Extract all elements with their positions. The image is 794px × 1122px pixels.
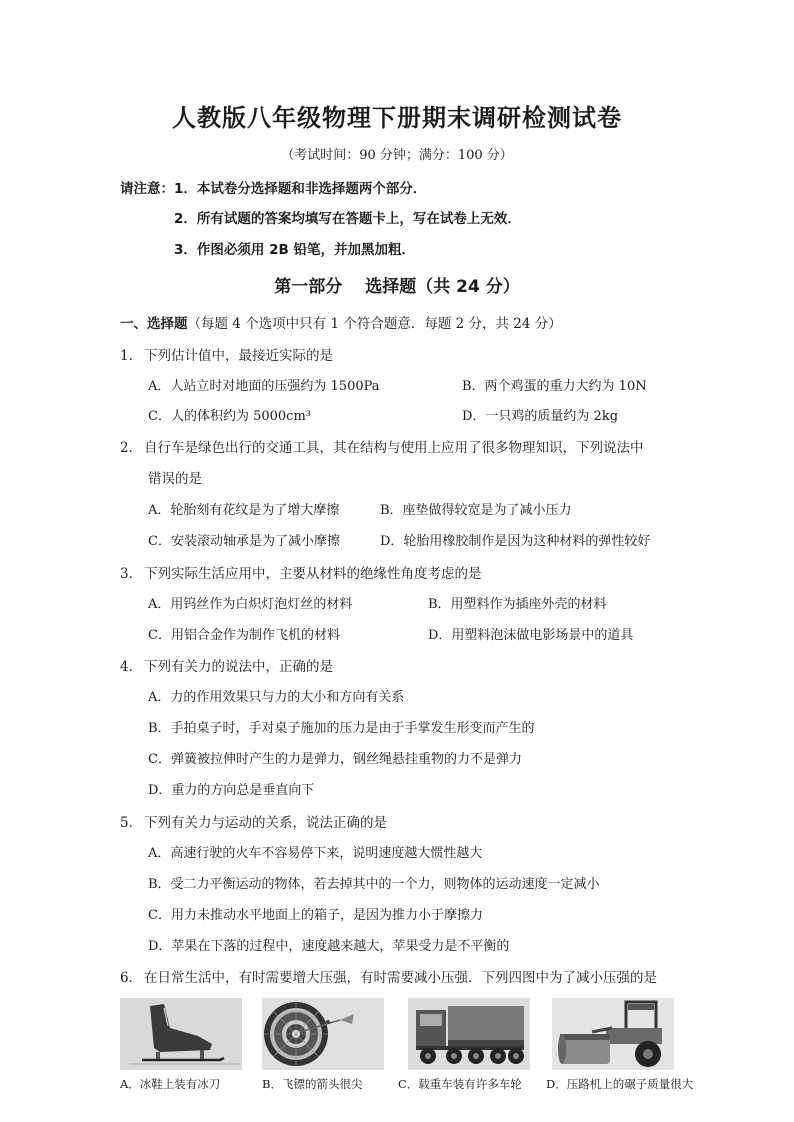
figure-caption-d: D．压路机上的碾子质量很大 [546,1077,694,1091]
question-number: 5． [120,815,143,831]
exam-subtitle: （考试时间：90 分钟；满分：100 分） [281,148,513,163]
question-4-option-d: D．重力的方向总是垂直向下 [148,783,315,798]
exam-title: 人教版八年级物理下册期末调研检测试卷 [172,104,622,132]
question-5-option-b: B．受二力平衡运动的物体，若去掉其中的一个力，则物体的运动速度一定减小 [148,877,600,892]
figure-dartboard [262,998,384,1070]
question-1-stem [120,344,333,364]
section-desc: （每题 4 个选项中只有 1 个符合题意．每题 2 分，共 24 分） [187,316,562,332]
question-text: 在日常生活中，有时需要增大压强，有时需要减小压强．下列四图中为了减小压强的是 [144,970,657,986]
question-1-option-a: A．人站立时对地面的压强约为 1500Pa [148,379,380,394]
figure-heavy-truck [408,998,530,1070]
question-number: 3． [120,566,143,582]
question-5-stem [120,811,387,831]
question-2-option-c: C．安装滚动轴承是为了减小摩擦 [148,534,340,549]
question-2-option-a: A．轮胎刻有花纹是为了增大摩擦 [148,503,340,518]
question-4-option-b: B．手拍桌子时，手对桌子施加的压力是由于手掌发生形变而产生的 [148,721,535,736]
question-4-option-a: A．力的作用效果只与力的大小和方向有关系 [148,690,405,705]
notes-heading: 请注意： [120,181,174,197]
question-number: 2． [120,440,143,456]
question-3-option-d: D．用塑料泡沫做电影场景中的道具 [428,628,634,643]
question-6-stem [120,966,657,986]
question-text: 下列有关力的说法中，正确的是 [144,659,333,675]
question-text: 下列有关力与运动的关系，说法正确的是 [144,815,387,831]
section-label: 一、选择题 [120,316,188,332]
figure-caption-b: B．飞镖的箭头很尖 [262,1077,363,1091]
question-1-option-b: B．两个鸡蛋的重力大约为 10N [462,379,647,394]
question-2-option-d: D．轮胎用橡胶制作是因为这种材料的弹性较好 [380,534,651,549]
note-item: 1．本试卷分选择题和非选择题两个部分． [174,181,427,197]
figure-ice-skate [120,998,242,1070]
question-text: 自行车是绿色出行的交通工具，其在结构与使用上应用了很多物理知识，下列说法中 [144,440,644,456]
question-number: 6． [120,970,143,986]
question-5-option-c: C．用力未推动水平地面上的箱子，是因为推力小于摩擦力 [148,908,483,923]
question-3-stem [120,562,482,582]
figure-caption-c: C．载重车装有许多车轮 [398,1077,522,1091]
question-1-option-d: D．一只鸡的质量约为 2kg [462,409,619,424]
question-text: 下列实际生活应用中，主要从材料的绝缘性角度考虑的是 [144,566,482,582]
figure-caption-a: A．冰鞋上装有冰刀 [120,1077,221,1091]
question-1-option-c: C．人的体积约为 5000cm³ [148,409,311,424]
note-item: 2．所有试题的答案均填写在答题卡上，写在试卷上无效． [174,211,521,227]
question-3-option-c: C．用铝合金作为制作飞机的材料 [148,628,340,643]
question-4-option-c: C．弹簧被拉伸时产生的力是弹力，钢丝绳悬挂重物的力不是弹力 [148,752,522,767]
question-4-stem [120,655,333,675]
question-2-stem-cont: 错误的是 [148,471,202,487]
question-number: 1． [120,348,143,364]
question-5-option-a: A．高速行驶的火车不容易停下来，说明速度越大惯性越大 [148,846,483,861]
question-2-stem [120,436,644,456]
note-item: 3．作图必须用 2B 铅笔，并加黑加粗． [174,242,415,258]
question-2-option-b: B．座垫做得较宽是为了减小压力 [380,503,572,518]
question-3-option-b: B．用塑料作为插座外壳的材料 [428,597,607,612]
question-3-option-a: A．用钨丝作为白炽灯泡灯丝的材料 [148,597,353,612]
question-text: 下列估计值中，最接近实际的是 [144,348,333,364]
question-5-option-d: D．苹果在下落的过程中，速度越来越大，苹果受力是不平衡的 [148,939,510,954]
question-number: 4． [120,659,143,675]
part-title: 第一部分 选择题（共 24 分） [274,277,520,297]
figure-road-roller [552,998,674,1070]
section-heading [120,312,562,332]
